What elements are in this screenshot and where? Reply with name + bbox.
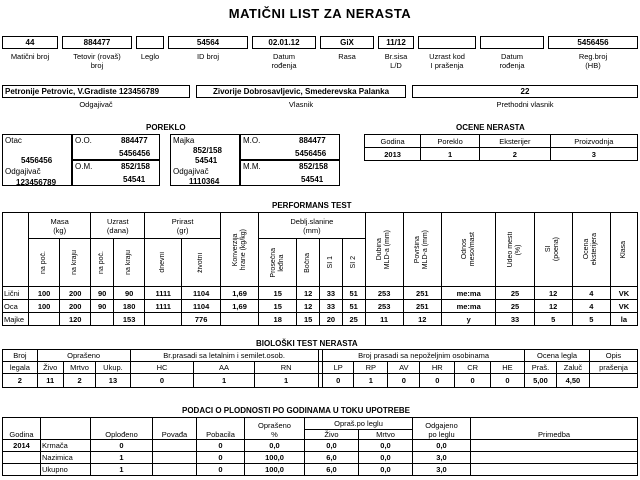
perf-cell: 51 (342, 300, 365, 313)
perf-group-header: Uzrast (dana) (91, 213, 145, 239)
oo-box (72, 134, 160, 160)
bio-cell: 2 (63, 374, 96, 388)
perf-sub-header (145, 239, 182, 287)
perf-cell: 120 (60, 313, 91, 326)
otac-breeder-label: Odgajivač (5, 167, 41, 176)
plod-cell: 0,0 (305, 440, 359, 452)
perf-konverzija-label: Konverzija hrane (kg/kg) (231, 228, 247, 271)
ocene-cell: 1 (421, 148, 480, 161)
perf-table (2, 212, 638, 326)
plod-cell (153, 464, 197, 476)
perf-debl-header: Deblj.slanine (mm) (259, 213, 365, 239)
bio-sub-header: HE (490, 362, 524, 374)
perf-col-header (610, 213, 637, 287)
plod-cell: 0 (197, 440, 245, 452)
perf-cell: 4 (572, 287, 610, 300)
page-title: MATIČNI LIST ZA NERASTA (228, 6, 412, 21)
bio-sub-header: Ukup. (96, 362, 130, 374)
plod-cell: 3,0 (413, 464, 471, 476)
top-field-label: Leglo (140, 52, 160, 61)
plod-header: Godina (3, 418, 41, 440)
perf-cell: 25 (496, 300, 534, 313)
bio-table (2, 349, 638, 388)
bio-sub-header: HR (420, 362, 455, 374)
top-field-label: Uzrast kod I prašenja (429, 52, 465, 70)
perf-cell: 33 (320, 300, 343, 313)
perf-sub-header (91, 239, 114, 287)
ocene-title: OCENE NERASTA (456, 123, 525, 132)
bio-sub-header: AV (388, 362, 420, 374)
perf-sub-header (297, 239, 320, 287)
plod-cell (471, 464, 638, 476)
perf-sub-header (29, 239, 60, 287)
bio-row (3, 374, 638, 388)
majka-label: Majka (173, 136, 195, 145)
perf-row-name: Lični (3, 287, 29, 300)
perf-cell: 11 (365, 313, 403, 326)
plod-header: Povađa (153, 418, 197, 440)
bio-cell: 1 (254, 374, 318, 388)
perf-cell: 251 (403, 300, 441, 313)
perf-cell: 90 (91, 287, 114, 300)
ocene-header: Proizvodnja (550, 135, 637, 148)
om-value2: 54541 (123, 175, 146, 184)
plod-cell: 100,0 (245, 452, 305, 464)
top-field-value: GiX (320, 36, 374, 49)
perf-cell: VK (610, 300, 637, 313)
perf-sub-header (342, 239, 365, 287)
plod-cell: 0 (197, 452, 245, 464)
ocene-cell: 2 (479, 148, 550, 161)
top-field-label: Rasa (338, 52, 356, 61)
mo-value2: 5456456 (295, 149, 327, 158)
plod-cell: 1 (91, 452, 153, 464)
ocene-cell: 2013 (365, 148, 421, 161)
perf-cell: 90 (114, 287, 145, 300)
bio-sub-header: AA (194, 362, 254, 374)
plod-cell: 0,0 (245, 440, 305, 452)
perf-cell: 253 (365, 287, 403, 300)
bio-cell: 1 (354, 374, 388, 388)
bio-header: Broj (3, 350, 38, 362)
perf-mld-label-a: Dubina (376, 238, 384, 261)
ocene-header: Eksterijer (479, 135, 550, 148)
perf-mld-header (365, 213, 403, 287)
bio-cell: 0 (130, 374, 194, 388)
plod-header: Odgajeno po leglu (413, 418, 471, 440)
top-field-label: Datum rođenja (499, 52, 525, 70)
bio-cell: 0 (323, 374, 354, 388)
plod-cell: 0,0 (359, 452, 413, 464)
plod-cell: Ukupno (41, 464, 91, 476)
plod-cell (471, 452, 638, 464)
perf-cell: 51 (342, 287, 365, 300)
perf-col-header (441, 213, 496, 287)
om-box (72, 160, 160, 186)
bio-title: BIOLOŠKI TEST NERASTA (256, 339, 358, 348)
perf-cell (91, 313, 114, 326)
ocene-header: Poreklo (421, 135, 480, 148)
top-field-value (480, 36, 544, 49)
bio-header: Br.prasadi sa letalnim i semilet.osob. (130, 350, 318, 362)
ocene-header: Godina (365, 135, 421, 148)
perf-cell: 25 (342, 313, 365, 326)
perf-cell: 776 (182, 313, 221, 326)
perf-col-label: Udeo mesti (%) (507, 231, 523, 268)
majka-breeder-value: 1110364 (189, 177, 220, 186)
perf-cell: 100 (29, 287, 60, 300)
perf-cell: 90 (91, 300, 114, 313)
plod-header: Opraš.po leglu (305, 418, 413, 430)
oo-label: O.O. (75, 136, 92, 145)
perf-col-header (572, 213, 610, 287)
perf-col-header (496, 213, 534, 287)
bio-sub-header: Praš. (525, 362, 557, 374)
perf-cell: 5 (572, 313, 610, 326)
perf-sub-label: životni (197, 252, 205, 273)
perf-cell: 15 (259, 287, 297, 300)
perf-sub-label: Bočna (304, 252, 312, 273)
owner-label: Vlasnik (288, 100, 314, 109)
perf-cell: 1104 (182, 287, 221, 300)
perf-cell: 1104 (182, 300, 221, 313)
bio-sub-header: Živo (37, 362, 63, 374)
plod-row (3, 440, 638, 452)
bio-header: Broj prasadi sa nepoželjnim osobinama (323, 350, 525, 362)
plod-cell: 6,0 (305, 452, 359, 464)
plod-cell: Krmača (41, 440, 91, 452)
top-field-label: Matični broj (10, 52, 50, 61)
perf-cell: 12 (403, 313, 441, 326)
plod-cell: 0,0 (359, 440, 413, 452)
perf-mld-label (376, 230, 392, 269)
bio-sub-header: Zaluč (556, 362, 589, 374)
bio-header: legala (3, 362, 38, 374)
bio-header: Oprašeno (37, 350, 130, 362)
bio-sub-row (3, 362, 638, 374)
plod-header: Oprašeno % (245, 418, 305, 440)
bio-cell: 0 (388, 374, 420, 388)
majka-box (170, 134, 240, 186)
top-field-label: Reg.broj (HB) (578, 52, 608, 70)
perf-cell: 25 (496, 287, 534, 300)
perf-cell: 200 (60, 300, 91, 313)
bio-header: Ocena legla (525, 350, 590, 362)
bio-sub-header: Mrtvo (63, 362, 96, 374)
plod-cell: 0 (91, 440, 153, 452)
perf-cell (145, 313, 182, 326)
perf-col-label: Odnos meso/mast (460, 232, 476, 267)
majka-value2: 54541 (195, 156, 218, 165)
plod-cell: 100,0 (245, 464, 305, 476)
perf-cell: 20 (320, 313, 343, 326)
plod-cell: 0,0 (359, 464, 413, 476)
perf-cell: 15 (259, 300, 297, 313)
perf-mld-label-a: Površina (414, 235, 422, 264)
plod-table (2, 417, 638, 476)
perf-cell: 18 (259, 313, 297, 326)
perf-cell: 33 (320, 287, 343, 300)
mm-value1: 852/158 (299, 162, 328, 171)
perf-title: PERFORMANS TEST (272, 201, 352, 210)
perf-row-name: Majke (3, 313, 29, 326)
perf-sub-label: Prosečna leđna (269, 247, 285, 278)
perf-sub-label: SI 2 (349, 256, 357, 269)
perf-cell: 251 (403, 287, 441, 300)
top-field-label: ID broj (196, 52, 220, 61)
bio-sub-header: RP (354, 362, 388, 374)
perf-konverzija-header (221, 213, 259, 287)
top-field-value (418, 36, 476, 49)
majka-breeder-label: Odgajivač (173, 167, 209, 176)
perf-cell (221, 313, 259, 326)
bio-cell: 0 (455, 374, 490, 388)
perf-cell: 12 (297, 287, 320, 300)
perf-cell (29, 313, 60, 326)
plod-cell: 6,0 (305, 464, 359, 476)
bio-header-row (3, 350, 638, 362)
prev-owner-label: Prethodni vlasnik (496, 100, 554, 109)
majka-value1: 852/158 (193, 146, 222, 155)
plod-cell (3, 464, 41, 476)
perf-cell: 253 (365, 300, 403, 313)
perf-sub-label: na kraju (125, 250, 133, 275)
perf-col-label: Klasa (619, 240, 627, 259)
mo-box (240, 134, 340, 160)
perf-sub-label: na poč. (98, 251, 106, 274)
perf-col-label: SI (poena) (545, 237, 561, 262)
bio-header: prašenja (589, 362, 637, 374)
top-field-value: 884477 (62, 36, 132, 49)
otac-label: Otac (5, 136, 22, 145)
perf-cell: 200 (60, 287, 91, 300)
plod-cell (153, 440, 197, 452)
bio-cell: 0 (420, 374, 455, 388)
perf-cell: VK (610, 287, 637, 300)
plod-cell (3, 452, 41, 464)
bio-header: Opis (589, 350, 637, 362)
breeder-label: Odgajivač (79, 100, 113, 109)
plod-header: Primedba (471, 418, 638, 440)
perf-cell: 1111 (145, 287, 182, 300)
bio-cell (589, 374, 637, 388)
perf-cell: 1111 (145, 300, 182, 313)
perf-cell: me:ma (441, 300, 496, 313)
plod-header (41, 418, 91, 440)
plod-row (3, 464, 638, 476)
perf-cell: 12 (297, 300, 320, 313)
owner-value: Zivorije Dobrosavljevic, Smederevska Palanka (196, 85, 406, 98)
bio-sub-header: HC (130, 362, 194, 374)
perf-group-row (3, 213, 638, 239)
top-field-value: 44 (2, 36, 58, 49)
ocene-cell: 3 (550, 148, 637, 161)
top-field-label: Br.sisa L/D (384, 52, 408, 70)
bio-sub-header: LP (323, 362, 354, 374)
prev-owner-value: 22 (412, 85, 638, 98)
perf-col-label: Ocena eksterijera (583, 233, 599, 266)
perf-sub-header (259, 239, 297, 287)
perf-cell: me:ma (441, 287, 496, 300)
perf-mld-label (414, 230, 430, 269)
plod-cell: 0 (197, 464, 245, 476)
perf-cell: 153 (114, 313, 145, 326)
bio-sub-header: RN (254, 362, 318, 374)
top-field-value (136, 36, 164, 49)
plod-cell: 3,0 (413, 452, 471, 464)
perf-sub-header (60, 239, 91, 287)
plod-cell: 0,0 (413, 440, 471, 452)
mo-value1: 884477 (299, 136, 326, 145)
top-field-value: 5456456 (548, 36, 638, 49)
plod-cell: Nazimica (41, 452, 91, 464)
poreklo-title: POREKLO (146, 123, 186, 132)
bio-cell: 13 (96, 374, 130, 388)
perf-sub-header (114, 239, 145, 287)
mo-label: M.O. (243, 136, 261, 145)
perf-row (3, 287, 638, 300)
plod-cell: 2014 (3, 440, 41, 452)
oo-value1: 884477 (121, 136, 148, 145)
perf-row (3, 313, 638, 326)
top-field-value: 54564 (168, 36, 248, 49)
perf-sub-label: dnevni (159, 252, 167, 273)
plod-header: Oplođeno (91, 418, 153, 440)
perf-mld-label-b: MLD-a (mm) (384, 229, 392, 270)
perf-cell: 12 (534, 287, 572, 300)
perf-mld-label-b: MLD-a (mm) (422, 229, 430, 270)
mm-value2: 54541 (301, 175, 324, 184)
perf-row (3, 300, 638, 313)
top-field-label: Datum rođenja (271, 52, 297, 70)
perf-cell: 1,69 (221, 287, 259, 300)
plod-row (3, 452, 638, 464)
perf-group-header: Masa (kg) (29, 213, 91, 239)
perf-sub-label: na kraju (71, 250, 79, 275)
bio-cell: 0 (490, 374, 524, 388)
plod-title: PODACI O PLODNOSTI PO GODINAMA U TOKU UPOTREBE (182, 406, 411, 415)
top-field-value: 11/12 (378, 36, 414, 49)
plod-cell (153, 452, 197, 464)
perf-cell: 12 (534, 300, 572, 313)
om-value1: 852/158 (121, 162, 150, 171)
ocene-table (364, 134, 638, 161)
perf-cell: 5 (534, 313, 572, 326)
om-label: O.M. (75, 162, 93, 171)
bio-cell: 4,50 (556, 374, 589, 388)
bio-cell: 5,00 (525, 374, 557, 388)
oo-value2: 5456456 (119, 149, 151, 158)
perf-cell: 180 (114, 300, 145, 313)
plod-sub-header: Mrtvo (359, 430, 413, 440)
plod-cell: 1 (91, 464, 153, 476)
perf-corner (3, 213, 29, 287)
mm-label: M.M. (243, 162, 261, 171)
otac-box (2, 134, 72, 186)
plod-header: Pobacila (197, 418, 245, 440)
perf-sub-header (320, 239, 343, 287)
top-field-label: Tetovir (rovaš) broj (73, 52, 121, 70)
plod-header-row (3, 418, 638, 430)
perf-sub-label: SI 1 (326, 256, 334, 269)
perf-mld-header (403, 213, 441, 287)
otac-breeder-value: 123456789 (16, 178, 57, 187)
perf-cell: 33 (496, 313, 534, 326)
perf-cell: 100 (29, 300, 60, 313)
perf-cell: 1,69 (221, 300, 259, 313)
perf-row-name: Oca (3, 300, 29, 313)
top-field-value: 02.01.12 (252, 36, 316, 49)
bio-cell: 11 (37, 374, 63, 388)
bio-cell: 1 (194, 374, 254, 388)
perf-cell: 15 (297, 313, 320, 326)
perf-group-header: Prirast (gr) (145, 213, 221, 239)
mm-box (240, 160, 340, 186)
breeder-value: Petronije Petrovic, V.Gradiste 123456789 (2, 85, 190, 98)
perf-sub-label: na poč. (40, 251, 48, 274)
perf-cell: y (441, 313, 496, 326)
bio-cell: 2 (3, 374, 38, 388)
plod-sub-header: Živo (305, 430, 359, 440)
otac-value: 5456456 (21, 156, 53, 165)
perf-cell: 4 (572, 300, 610, 313)
plod-cell (471, 440, 638, 452)
perf-col-header (534, 213, 572, 287)
perf-cell: la (610, 313, 637, 326)
perf-sub-header (182, 239, 221, 287)
bio-sub-header: CR (455, 362, 490, 374)
